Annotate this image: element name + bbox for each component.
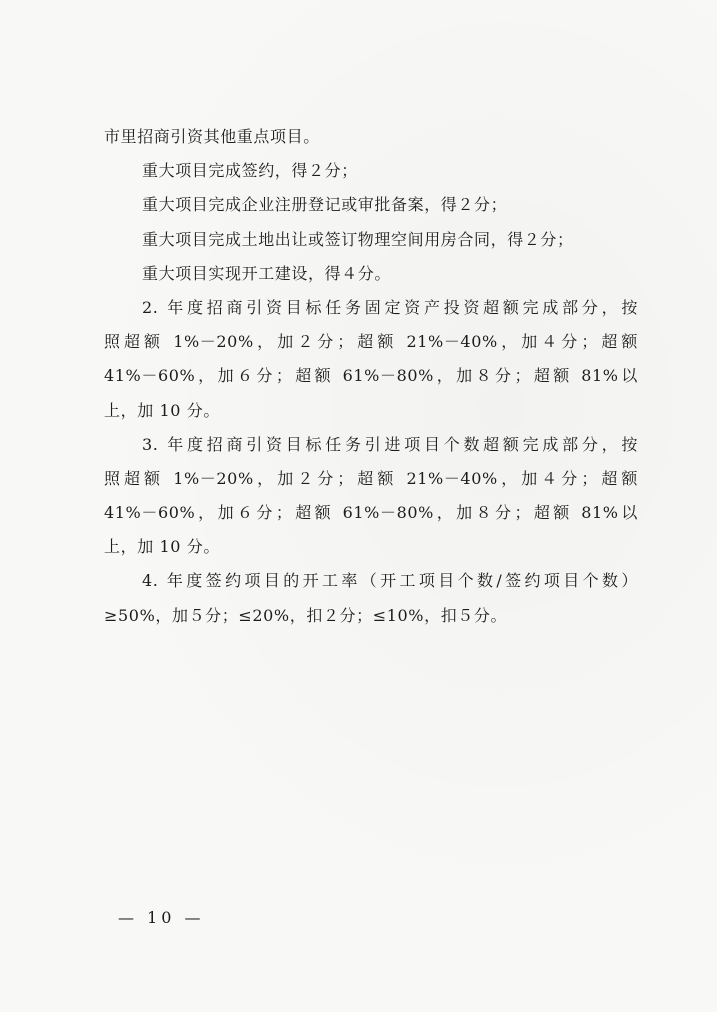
paragraph-line: 41%－60%，加６分；超额 61%－80%，加８分；超额 81%以 [104, 503, 638, 523]
paragraph-line: 上，加 10 分。 [104, 537, 220, 557]
paragraph-line: 重大项目完成企业注册登记或审批备案，得２分； [142, 195, 508, 215]
body-text [104, 120, 638, 633]
paragraph-line: 2. 年度招商引资目标任务固定资产投资超额完成部分，按 [142, 297, 638, 317]
page-number: — 10 — [118, 908, 205, 927]
paragraph-line: 41%－60%，加６分；超额 61%－80%，加８分；超额 81%以 [104, 366, 638, 386]
paragraph-line: 照超额 1%－20%，加２分；超额 21%－40%，加４分；超额 [104, 468, 638, 488]
paragraph-line: 3. 年度招商引资目标任务引进项目个数超额完成部分，按 [142, 434, 638, 454]
paragraph-line: 照超额 1%－20%，加２分；超额 21%－40%，加４分；超额 [104, 332, 638, 352]
paragraph-line: 市里招商引资其他重点项目。 [104, 127, 320, 146]
paragraph-line: 4. 年度签约项目的开工率（开工项目个数/签约项目个数） [142, 571, 638, 591]
paragraph-line: 重大项目完成土地出让或签订物理空间用房合同，得２分； [142, 229, 574, 249]
paragraph-line: 重大项目实现开工建设，得４分。 [142, 263, 392, 283]
paragraph-line: ≥50%，加５分；≤20%，扣２分；≤10%，扣５分。 [104, 605, 508, 625]
paragraph-line: 上，加 10 分。 [104, 400, 220, 420]
paragraph-line: 重大项目完成签约，得２分； [142, 161, 358, 181]
